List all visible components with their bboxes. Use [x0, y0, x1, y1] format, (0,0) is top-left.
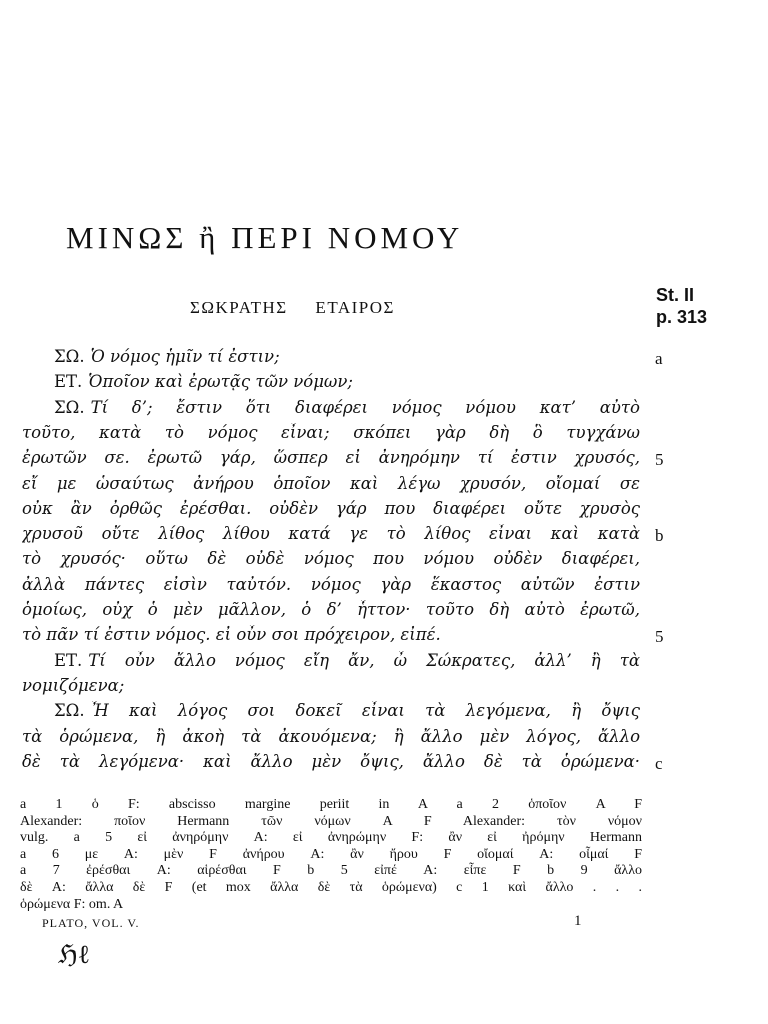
stephanus-page: p. 313: [656, 307, 708, 327]
dramatis-personae: ΣΩΚΡΑΤΗΣ ΕΤΑΙΡΟΣ: [190, 298, 395, 317]
text-line: [22, 625, 640, 644]
speaker-label: ΕΤ.: [54, 650, 83, 670]
apparatus-line: Alexander: ποῖον Hermann τῶν νόμων A F Alexander: τὸν νόμον: [20, 813, 642, 829]
apparatus-line: vulg. a 5 εἰ ἀνηρόμην A: εἰ ἀνηρώμην F: ἂν εἰ ἠρόμην Hermann: [20, 830, 642, 846]
footer-page-number: 1: [574, 913, 582, 929]
text-line: [22, 448, 640, 467]
dialogue-title: ΜΙΝΩΣ ἢ ΠΕΡΙ ΝΟΜΟΥ: [66, 220, 464, 255]
text-line: [54, 651, 640, 670]
stephanus-reference: [656, 284, 707, 328]
line-text: Ὁποῖον καὶ ἐρωτᾷς τῶν νόμων;: [88, 372, 353, 392]
stephanus-volume: St. II: [656, 285, 695, 305]
margin-section-marker: a: [655, 349, 663, 368]
margin-section-marker: c: [655, 753, 663, 773]
speaker-label: ΕΤ.: [54, 372, 83, 392]
text-line: [22, 575, 640, 594]
text-line: [54, 347, 640, 366]
apparatus-line: δὲ A: ἄλλα δὲ F (et mox ἄλλα δὲ τὰ ὁρώμενα) c 1 καὶ ἄλλο . . .: [20, 880, 642, 895]
text-line: [22, 727, 640, 746]
text-line: [54, 372, 640, 391]
line-text: ἐρωτῶν σε. ἐρωτῶ γάρ, ὥσπερ εἰ ἀνηρόμην τί ἐστιν χρυσός,: [22, 448, 640, 468]
margin-section-marker: b: [655, 526, 664, 546]
line-text: οὐκ ἂν ὀρθῶς ἐρέσθαι. οὐδὲν γάρ που διαφέρει οὔτε χρυσὸς: [22, 498, 640, 518]
line-text: ὁμοίως, οὐχ ὁ μὲν μᾶλλον, ὁ δ’ ἧττον· τοῦτο δὴ αὐτὸ ἐρωτῶ,: [22, 600, 640, 619]
line-text: δὲ τὰ λεγόμενα· καὶ ἄλλο μὲν ὄψις, ἄλλο δὲ τὰ ὁρώμενα·: [22, 751, 640, 771]
text-line: [22, 676, 640, 695]
text-line: [54, 398, 640, 417]
line-text: τὸ πᾶν τί ἐστιν νόμος. εἰ οὖν σοι πρόχειρον, εἰπέ.: [22, 625, 441, 645]
line-text: Τί δ’; ἔστιν ὅτι διαφέρει νόμος νόμου κατ’ αὐτὸ: [90, 397, 640, 417]
text-line: [22, 752, 640, 771]
text-line: [22, 499, 640, 518]
text-line: [22, 423, 640, 442]
text-line: [22, 549, 640, 568]
text-line: [22, 524, 640, 543]
line-text: Τί οὖν ἄλλο νόμος εἴη ἄν, ὦ Σώκρατες, ἀλλ’ ἢ τὰ: [88, 650, 640, 670]
line-text: τοῦτο, κατὰ τὸ νόμος εἶναι; σκόπει γὰρ δὴ ὃ τυγχάνω: [22, 422, 640, 442]
apparatus-line: a 6 με A: μὲν F ἀνήρου A: ἂν ἤρου F οἴομαί A: οἶμαί F: [20, 846, 642, 862]
line-text: τὰ ὁρώμενα, ἢ ἀκοὴ τὰ ἀκουόμενα; ἢ ἄλλο μὲν λόγος, ἄλλο: [22, 726, 640, 746]
line-text: ἀλλὰ πάντες εἰσὶν ταὐτόν. νόμος γὰρ ἕκαστος αὐτῶν ἐστιν: [22, 574, 640, 594]
speaker-label: ΣΩ.: [54, 397, 85, 417]
speaker-label: ΣΩ.: [54, 701, 85, 721]
margin-section-marker: 5: [655, 450, 664, 470]
margin-section-marker: 5: [655, 627, 664, 647]
line-text: χρυσοῦ οὔτε λίθος λίθου κατά γε τὸ λίθος εἶναι καὶ κατὰ: [22, 524, 640, 544]
speaker-label: ΣΩ.: [54, 347, 85, 366]
line-text: νομιζόμενα;: [22, 675, 125, 695]
apparatus-line: a 7 ἐρέσθαι A: αἱρέσθαι F b 5 εἰπέ A: εἶπε F b 9 ἄλλο: [20, 863, 642, 879]
apparatus-line: a 1 ὁ F: abscisso margine periit in A a 2 ὁποῖον A F: [20, 797, 642, 812]
footer-volume: PLATO, VOL. V.: [42, 916, 140, 930]
line-text: εἴ με ὡσαύτως ἀνήρου ὁποῖον καὶ λέγω χρυσόν, οἴομαί σε: [22, 473, 640, 493]
apparatus-line: ὁρώμενα F: om. A: [20, 896, 124, 912]
text-line: [54, 701, 640, 720]
line-text: Ἦ καὶ λόγος σοι δοκεῖ εἶναι τὰ λεγόμενα, ἢ ὄψις: [90, 701, 640, 721]
handwritten-mark: ℌℓ: [58, 940, 91, 970]
line-text: Ὁ νόμος ἡμῖν τί ἐστιν;: [90, 347, 280, 366]
text-line: [22, 474, 640, 493]
line-text: τὸ χρυσός· οὕτω δὲ οὐδὲ νόμος που νόμου οὐδὲν διαφέρει,: [22, 549, 640, 569]
text-line: [22, 600, 640, 619]
